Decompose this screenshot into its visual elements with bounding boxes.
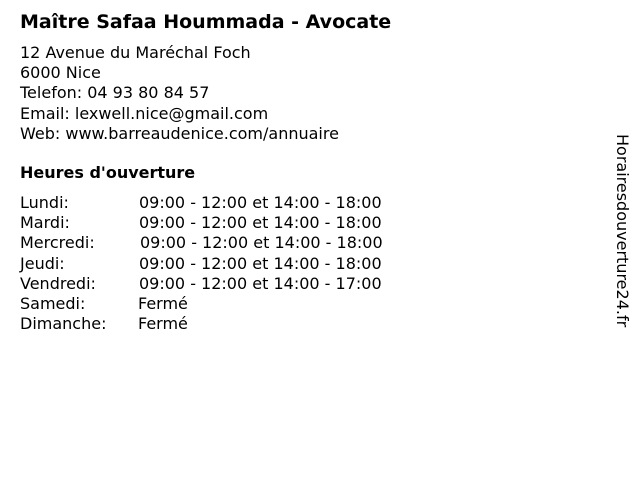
day-label: Lundi:: [20, 193, 69, 212]
day-hours: 09:00 - 12:00 et 14:00 - 18:00: [139, 213, 382, 233]
day-label: Vendredi:: [20, 273, 96, 293]
email-address: Email: lexwell.nice@gmail.com: [20, 103, 269, 123]
day-label: Mardi:: [20, 213, 70, 233]
phone-number: Telefon: 04 93 80 84 57: [20, 83, 210, 103]
day-hours: 09:00 - 12:00 et 14:00 - 18:00: [140, 233, 383, 253]
street-address: 12 Avenue du Maréchal Foch: [20, 43, 251, 62]
page-title: Maître Safaa Hoummada - Avocate: [20, 11, 392, 33]
day-label: Samedi:: [20, 293, 86, 313]
day-hours: Fermé: [138, 314, 188, 334]
hours-heading: Heures d'ouverture: [20, 163, 196, 182]
day-label: Dimanche:: [20, 314, 107, 334]
contact-block: [20, 43, 339, 144]
day-hours: 09:00 - 12:00 et 14:00 - 18:00: [139, 253, 382, 273]
day-hours: Fermé: [138, 293, 188, 313]
site-credit-vertical: Horairesdouverture24.fr: [613, 134, 632, 328]
day-hours: 09:00 - 12:00 et 14:00 - 17:00: [139, 273, 382, 293]
day-label: Mercredi:: [20, 233, 95, 253]
city-postcode: 6000 Nice: [20, 63, 101, 83]
website: Web: www.barreaudenice.com/annuaire: [20, 123, 339, 143]
day-hours: 09:00 - 12:00 et 14:00 - 18:00: [139, 193, 382, 212]
day-label: Jeudi:: [20, 253, 65, 273]
